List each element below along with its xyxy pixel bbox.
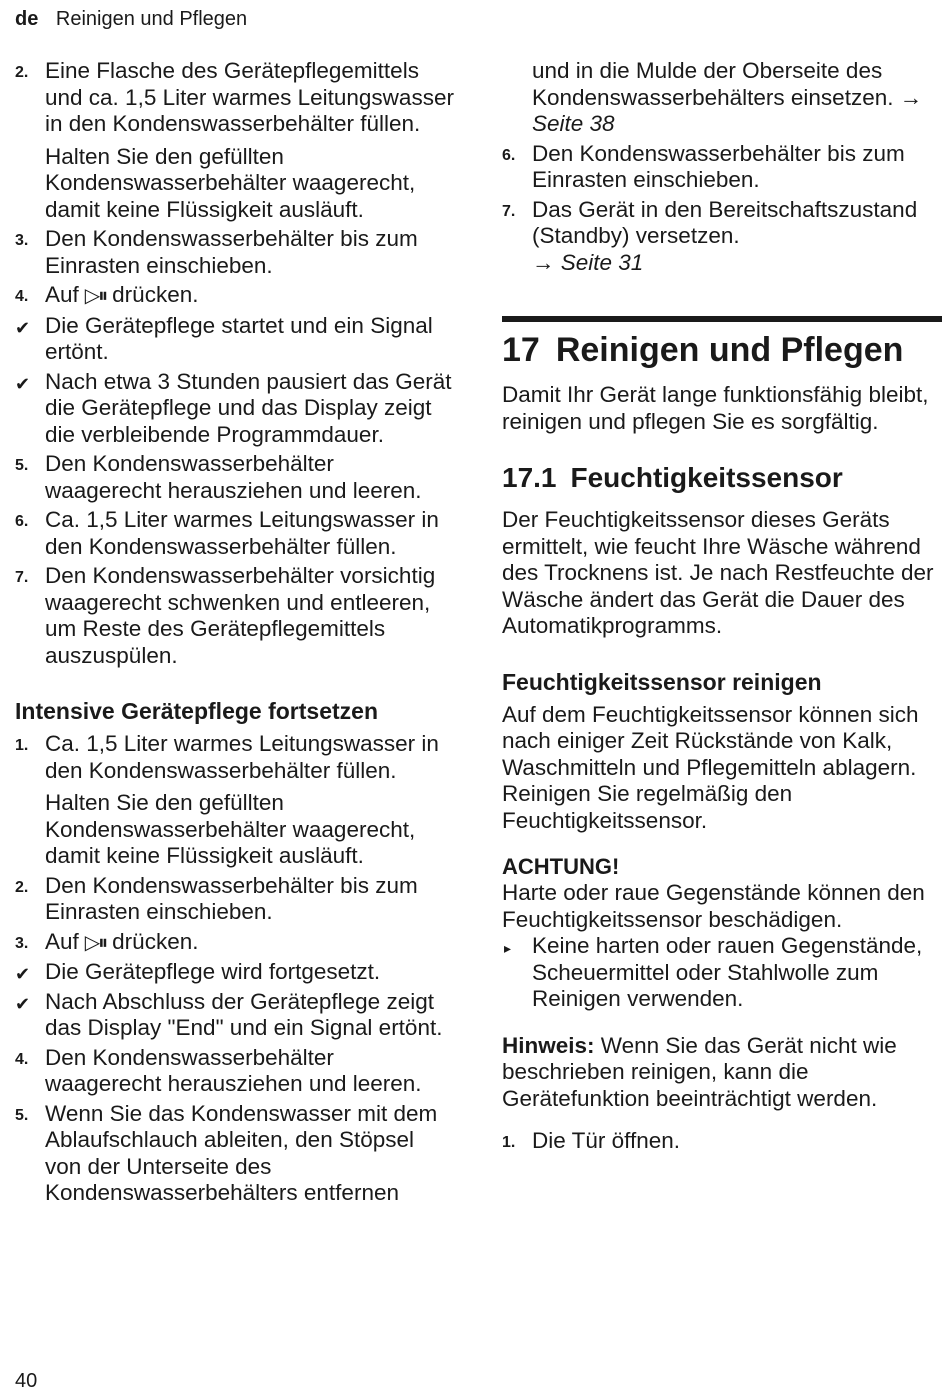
play-pause-icon: ▷⏸ (84, 285, 107, 307)
step-text: Den Kondenswasserbehälter waagerecht herausziehen und leeren. (45, 451, 422, 503)
step-number: 5. (15, 1106, 29, 1124)
step-text: Den Kondenswasserbehälter bis zum Einrasten einschieben. (532, 140, 905, 192)
subheading-intensive: Intensive Gerätepflege fortsetzen (15, 698, 378, 724)
right-column (502, 58, 942, 1158)
warning-text: Harte oder raue Gegenstände können den Feuchtigkeitssensor beschädigen. (502, 880, 925, 932)
step-number: 2. (15, 878, 29, 896)
page-reference: → Seite 31 (532, 249, 644, 275)
step-number: 1. (502, 1134, 516, 1151)
step-text: Ca. 1,5 Liter warmes Leitungswasser in den Kondenswasserbehälter füllen. (45, 507, 439, 559)
page-header (15, 8, 247, 31)
list-item (15, 507, 455, 560)
left-column (15, 58, 455, 1210)
list-item (15, 1101, 455, 1207)
step-text: Wenn Sie das Kondenswasser mit dem Ablaufschlauch ableiten, den Stöpsel von der Unterseite des Kondenswasserbehälters entfernen (45, 1100, 438, 1205)
steps-list-b (15, 731, 455, 1207)
section-title (502, 461, 942, 495)
list-item (502, 1128, 942, 1155)
step-continuation: Halten Sie den gefüllten Kondenswasserbehälter waagerecht, damit keine Flüssigkeit ausläuft. (45, 143, 416, 222)
step-text: Eine Flasche des Gerätepflegemittels und ca. 1,5 Liter warmes Leitungswasser in den Kondenswasserbehälter füllen. (45, 58, 454, 136)
bullet-text: Keine harten oder rauen Gegenstände, Scheuermittel oder Stahlwolle zum Reinigen verwenden. (532, 933, 923, 1011)
subheading-text: Auf dem Feuchtigkeitssensor können sich nach einiger Zeit Rückstände von Kalk, Waschmitteln und Pflegemitteln ablagern. Reinigen Sie regelmäßig den Feuchtigkeitssensor. (502, 701, 919, 833)
list-item (15, 563, 455, 669)
checkmark-icon: ✔ (15, 964, 31, 984)
list-item (15, 369, 455, 449)
step-text: Den Kondenswasserbehälter bis zum Einrasten einschieben. (45, 226, 418, 278)
language-code: de (15, 8, 39, 30)
checkmark-icon: ✔ (15, 373, 31, 394)
section-number: 17.1 (502, 462, 557, 493)
list-item (502, 141, 942, 194)
checkmark-icon: ✔ (15, 993, 31, 1014)
chapter-section (502, 316, 942, 435)
chapter-title (502, 328, 942, 372)
step-number: 6. (502, 146, 516, 164)
play-pause-icon: ▷⏸ (84, 931, 107, 954)
list-item (15, 731, 455, 870)
list-item (15, 313, 455, 366)
chapter-number: 17 (502, 331, 540, 369)
list-item (15, 282, 455, 310)
steps-list-a (15, 58, 455, 669)
chapter-title-text: Reinigen und Pflegen (555, 331, 904, 369)
step-text: Den Kondenswasserbehälter waagerecht herausziehen und leeren. (45, 1044, 422, 1096)
step-text: Den Kondenswasserbehälter vorsichtig waagerecht schwenken und entleeren, um Reste des Gerätepflegemittels auszuspülen. (45, 563, 436, 668)
step-text: Die Gerätepflege wird fortgesetzt. (45, 959, 381, 984)
list-item (15, 959, 455, 986)
list-item (15, 226, 455, 279)
step-text: drücken. (112, 928, 199, 954)
chapter-intro: Damit Ihr Gerät lange funktionsfähig bleibt, reinigen und pflegen Sie es sorgfältig. (502, 382, 929, 434)
section-title-text: Feuchtigkeitssensor (570, 462, 843, 493)
header-title: Reinigen und Pflegen (55, 8, 248, 30)
step-number: 3. (15, 232, 29, 249)
list-item (15, 873, 455, 926)
step-text: Die Gerätepflege startet und ein Signal ertönt. (45, 312, 433, 364)
step-text: Nach Abschluss der Gerätepflege zeigt das Display "End" und ein Signal ertönt. (45, 988, 443, 1040)
subheading-sensor: Feuchtigkeitssensor reinigen (502, 668, 822, 695)
continuation-text: und in die Mulde der Oberseite des Kondenswasserbehälters einsetzen. (532, 58, 894, 110)
list-item (15, 989, 455, 1042)
step-text: Die Tür öffnen. (532, 1128, 681, 1153)
list-item (15, 58, 455, 223)
page-number: 40 (15, 1370, 38, 1392)
step-number: 7. (502, 202, 516, 220)
step-text: Den Kondenswasserbehälter bis zum Einrasten einschieben. (45, 872, 418, 924)
step-number: 2. (15, 64, 29, 81)
note-label: Hinweis: (502, 1032, 595, 1058)
step-text: Auf (45, 928, 79, 954)
list-item (15, 451, 455, 504)
step-text: drücken. (112, 282, 199, 307)
step-text: Das Gerät in den Bereitschaftszustand (Standby) versetzen. (532, 196, 918, 248)
step-number: 6. (15, 513, 29, 530)
section-text: Der Feuchtigkeitssensor dieses Geräts ermittelt, wie feucht Ihre Wäsche während des Trocknens ist. Je nach Restfeuchte der Wäsche ändert das Gerät die Dauer des Automatikprogramms. (502, 507, 934, 638)
checkmark-icon: ✔ (15, 317, 31, 338)
step-number: 4. (15, 288, 29, 305)
list-item (15, 1045, 455, 1098)
warning-label: ACHTUNG! (502, 854, 620, 879)
list-item (15, 929, 455, 957)
list-item-continuation (502, 58, 942, 138)
step-number: 3. (15, 934, 29, 952)
step-text: Nach etwa 3 Stunden pausiert das Gerät die Gerätepflege und das Display zeigt die verbleibende Programmdauer. (45, 368, 452, 447)
step-number: 7. (15, 569, 29, 586)
note-text: Wenn Sie das Gerät nicht wie beschrieben reinigen, kann die Gerätefunktion beeinträchtigt werden. (502, 1032, 897, 1111)
list-item (502, 197, 942, 277)
step-number: 4. (15, 1050, 29, 1068)
triangle-bullet-icon: ▸ (504, 940, 512, 956)
step-number: 5. (15, 457, 29, 474)
step-text: Ca. 1,5 Liter warmes Leitungswasser in den Kondenswasserbehälter füllen. (45, 731, 439, 783)
note (502, 1033, 942, 1113)
step-text: Auf (45, 282, 79, 307)
step-number: 1. (15, 737, 29, 754)
page-reference: → Seite 38 (532, 84, 923, 136)
list-item (502, 933, 942, 1013)
step-continuation: Halten Sie den gefüllten Kondenswasserbehälter waagerecht, damit keine Flüssigkeit ausläuft. (45, 790, 416, 868)
